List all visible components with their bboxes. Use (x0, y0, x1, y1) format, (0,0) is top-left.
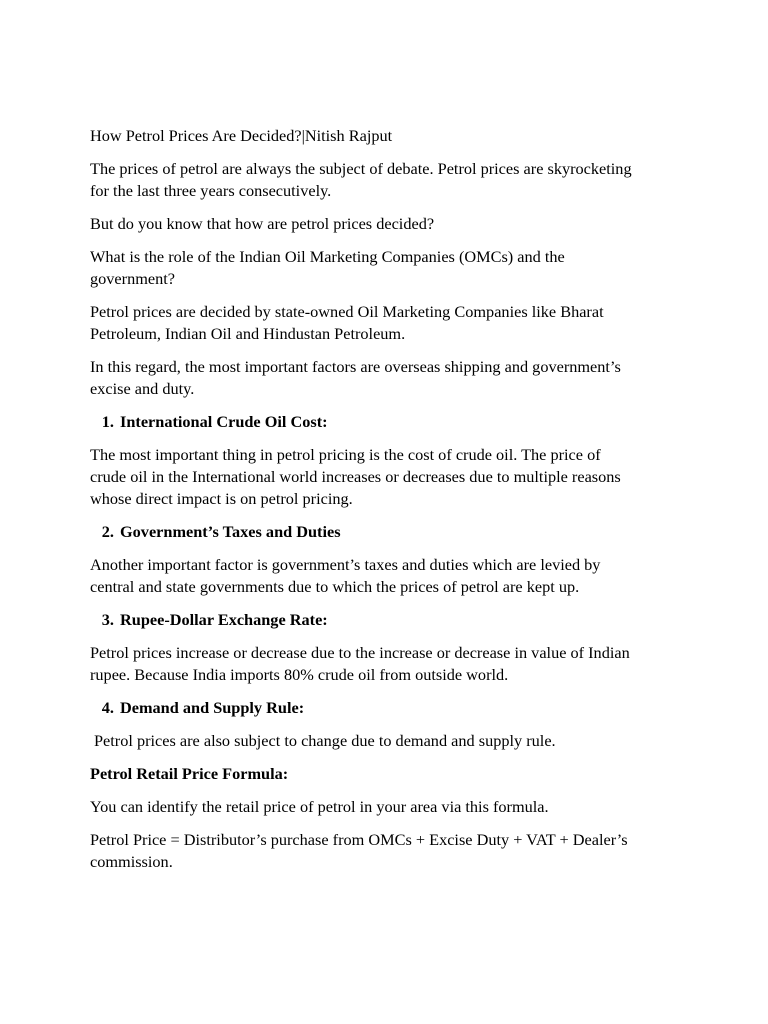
formula-intro (90, 796, 690, 818)
section-heading-text: Rupee-Dollar Exchange Rate: (120, 610, 328, 629)
paragraph-line: Petrol Price = Distributor’s purchase from OMCs + Excise Duty + VAT + Dealer’s (90, 830, 628, 849)
section-number: 1. (101, 412, 114, 431)
paragraph-line: rupee. Because India imports 80% crude oil from outside world. (90, 665, 509, 684)
intro-paragraph-2 (90, 213, 690, 235)
paragraph-line: central and state governments due to which the prices of petrol are kept up. (90, 577, 580, 596)
section-heading-text: Demand and Supply Rule: (120, 698, 305, 717)
paragraph-line: government? (90, 269, 175, 288)
paragraph-line: commission. (90, 852, 173, 871)
intro-paragraph-3 (90, 246, 690, 290)
section-heading-1 (90, 411, 690, 433)
section-heading-2 (90, 521, 690, 543)
paragraph-line: Another important factor is government’s taxes and duties which are levied by (90, 555, 601, 574)
section-paragraph-3 (90, 642, 690, 686)
document-body (90, 125, 690, 884)
paragraph-line: The prices of petrol are always the subject of debate. Petrol prices are skyrocketing (90, 159, 632, 178)
paragraph-line: But do you know that how are petrol prices decided? (90, 214, 435, 233)
paragraph-line: What is the role of the Indian Oil Marketing Companies (OMCs) and the (90, 247, 565, 266)
section-paragraph-2 (90, 554, 690, 598)
section-paragraph-1 (90, 444, 690, 510)
document-title: How Petrol Prices Are Decided?|Nitish Rajput (90, 126, 393, 145)
formula-text (90, 829, 690, 873)
paragraph-line: The most important thing in petrol pricing is the cost of crude oil. The price of (90, 445, 601, 464)
section-heading-3 (90, 609, 690, 631)
paragraph-line: Petrol prices increase or decrease due to the increase or decrease in value of Indian (90, 643, 630, 662)
paragraph-line: whose direct impact is on petrol pricing. (90, 489, 353, 508)
paragraph-line: Petrol prices are also subject to change due to demand and supply rule. (94, 731, 556, 750)
paragraph-line: crude oil in the International world increases or decreases due to multiple reasons (90, 467, 621, 486)
section-number: 4. (101, 698, 114, 717)
section-heading-text: International Crude Oil Cost: (120, 412, 328, 431)
paragraph-line: for the last three years consecutively. (90, 181, 332, 200)
section-heading-4 (90, 697, 690, 719)
section-number: 3. (101, 610, 114, 629)
section-paragraph-4 (90, 730, 690, 752)
paragraph-line: In this regard, the most important factors are overseas shipping and government’s (90, 357, 621, 376)
paragraph-line: Petroleum, Indian Oil and Hindustan Petroleum. (90, 324, 406, 343)
section-heading-text: Government’s Taxes and Duties (120, 522, 341, 541)
paragraph-line: You can identify the retail price of petrol in your area via this formula. (90, 797, 549, 816)
intro-paragraph-4 (90, 301, 690, 345)
section-number: 2. (101, 522, 114, 541)
formula-heading: Petrol Retail Price Formula: (90, 764, 289, 783)
paragraph-line: Petrol prices are decided by state-owned Oil Marketing Companies like Bharat (90, 302, 604, 321)
paragraph-line: excise and duty. (90, 379, 195, 398)
intro-paragraph-1 (90, 158, 690, 202)
intro-paragraph-5 (90, 356, 690, 400)
